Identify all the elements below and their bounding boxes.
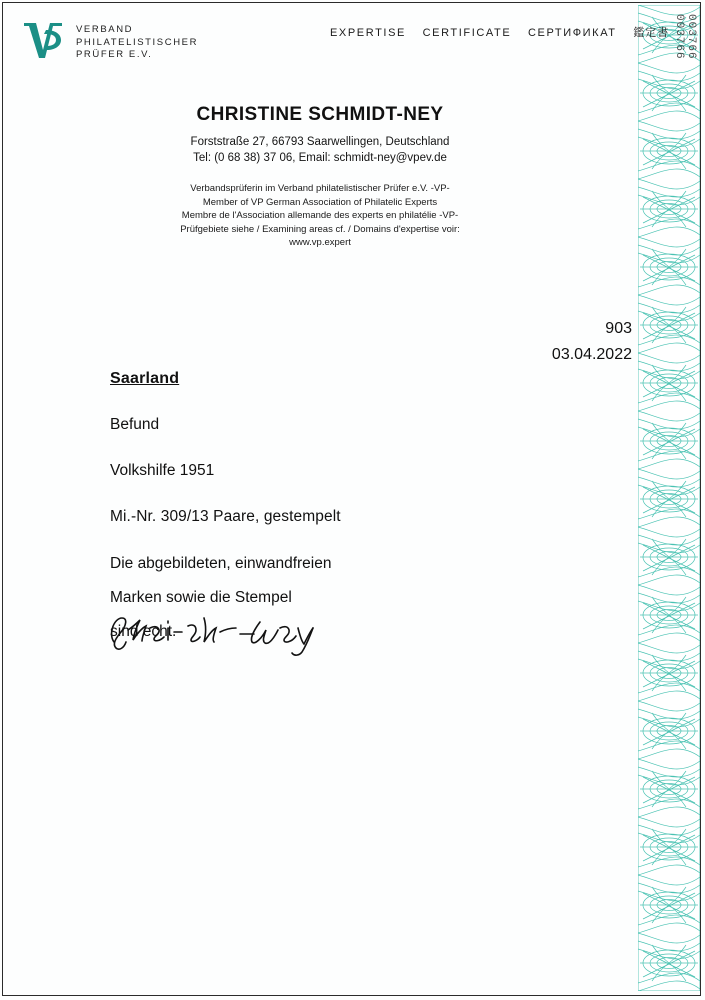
vp-logo-text <box>76 20 198 62</box>
region-title: Saarland <box>110 370 180 387</box>
issue-name: Volkshilfe 1951 <box>110 462 215 479</box>
vp-logo-line-2: PHILATELISTISCHER <box>76 36 199 48</box>
header-word-sertifikat: СЕРТИФИКАТ <box>527 27 617 39</box>
header-word-certificate: CERTIFICATE <box>422 27 512 39</box>
catalog-reference: Mi.-Nr. 309/13 Paare, gestempelt <box>110 508 341 525</box>
expert-role-line-3: Membre de l'Association allemande des experts en philatélie -VP- <box>181 210 459 221</box>
serial-numbers <box>673 14 697 244</box>
header-word-kanteisho: 鑑定書 <box>633 26 670 39</box>
expert-signature <box>104 608 344 658</box>
serial-number-bottom: 003766 <box>673 14 685 60</box>
expert-name: CHRISTINE SCHMIDT-NEY <box>196 104 444 125</box>
header-language-row <box>330 24 681 40</box>
expert-role-line-1: Verbandsprüferin im Verband philatelistischer Prüfer e.V. -VP- <box>190 183 450 194</box>
reference-block <box>552 316 632 368</box>
statement-line-2: Marken sowie die Stempel <box>110 589 292 606</box>
header-word-expertise: EXPERTISE <box>330 27 406 39</box>
expert-role-line-4: Prüfgebiete siehe / Examining areas cf. / Domains d'expertise voir: <box>180 223 460 235</box>
statement-line-3: sind echt. <box>110 623 177 640</box>
statement-line-1: Die abgebildeten, einwandfreien <box>110 555 332 572</box>
expert-address: Forststraße 27, 66793 Saarwellingen, Deutschland <box>190 136 450 148</box>
vp-logo-line-3: PRÜFER E.V. <box>76 49 153 60</box>
vp-logo <box>22 20 198 62</box>
expert-role-line-2: Member of VP German Association of Philatelic Experts <box>202 196 438 208</box>
expert-roles-block <box>0 182 640 250</box>
expert-website: www.vp.expert <box>289 237 351 248</box>
vp-logo-line-1: VERBAND <box>76 24 134 35</box>
certificate-number: 903 <box>605 320 632 337</box>
serial-number-top: 003766 <box>685 14 697 60</box>
expert-contact: Tel: (0 68 38) 37 06, Email: schmidt-ney@vpev.de <box>193 152 447 164</box>
certificate-date: 03.04.2022 <box>551 346 632 363</box>
vp-monogram-icon <box>22 20 66 62</box>
certificate-type: Befund <box>110 416 160 433</box>
expert-identity-block <box>0 104 640 250</box>
